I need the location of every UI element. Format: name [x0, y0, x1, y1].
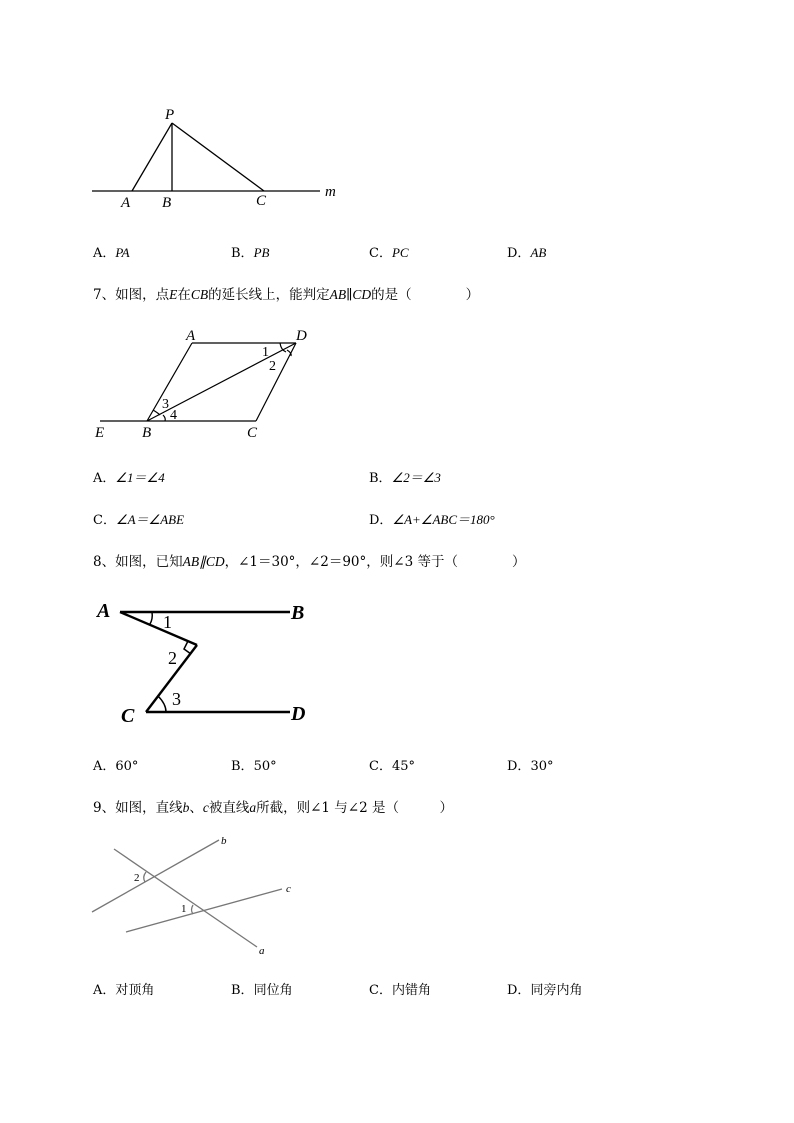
angle-arc-3	[153, 410, 160, 415]
angle-label-1: 1	[163, 612, 172, 632]
option-text: 对顶角	[115, 983, 155, 998]
angle-label-1: 1	[262, 345, 269, 360]
option-letter: C．	[369, 759, 392, 774]
figure-q8	[0, 590, 794, 730]
q7-option-d[interactable]	[369, 509, 495, 528]
label-a: A	[186, 328, 196, 344]
angle-arc-1	[150, 612, 152, 624]
label-a: a	[259, 945, 265, 957]
q8-text: ，∠1＝30°，∠2＝90°，则∠3 等于（ ）	[224, 554, 526, 570]
segment-pa	[132, 123, 172, 191]
option-text: 30°	[530, 759, 554, 774]
option-letter: D．	[507, 983, 531, 998]
q7-point-e: E	[169, 287, 178, 302]
label-c: C	[256, 193, 267, 209]
q7-text: 在	[177, 287, 191, 303]
option-letter: B．	[231, 246, 254, 261]
q9-option-a[interactable]	[93, 979, 154, 998]
option-letter: D．	[507, 246, 531, 261]
figure-q7	[0, 320, 794, 445]
label-a: A	[121, 195, 131, 211]
q8-text: 8、如图，已知	[93, 554, 183, 570]
segment-pc	[172, 123, 264, 191]
segment-a-bend	[120, 612, 197, 645]
label-b: B	[142, 425, 152, 441]
figure-q9	[0, 830, 794, 960]
label-a: A	[97, 600, 111, 622]
line-b	[92, 840, 219, 912]
q7-line-cd: CD	[352, 287, 372, 302]
option-text: PB	[253, 245, 270, 260]
label-c: C	[121, 705, 135, 727]
question-9	[93, 796, 453, 816]
option-letter: C．	[93, 513, 116, 528]
q8-parallel-lines: AB∥CD	[182, 554, 225, 569]
option-text: 45°	[391, 759, 415, 774]
q8-option-c[interactable]	[369, 755, 415, 774]
q7-option-a[interactable]	[93, 467, 165, 486]
q7-text: 7、如图，点	[93, 287, 170, 303]
q9-text: 9、如图，直线	[93, 800, 183, 816]
q7-option-c[interactable]	[93, 509, 184, 528]
option-letter: D．	[369, 513, 393, 528]
label-b: b	[221, 835, 227, 847]
option-letter: B．	[231, 983, 254, 998]
option-text: 同位角	[253, 983, 293, 998]
option-text: 50°	[253, 759, 277, 774]
label-m: m	[325, 184, 336, 200]
option-text: ∠A＝∠ABE	[115, 512, 185, 527]
q9-line-a: a	[249, 800, 257, 815]
q9-line-b: b	[182, 800, 190, 815]
label-c: C	[247, 425, 258, 441]
q7-text: 的延长线上，能判定	[208, 287, 330, 303]
option-letter: A．	[93, 759, 116, 774]
q9-text: 所截，则∠1 与∠2 是（ ）	[256, 800, 453, 816]
angle-label-3: 3	[162, 397, 169, 412]
option-letter: B．	[369, 471, 392, 486]
angle-label-3: 3	[172, 689, 181, 709]
q9-text: 、	[189, 800, 203, 816]
question-8	[93, 550, 525, 570]
q8-option-d[interactable]	[507, 755, 553, 774]
figure-q6	[0, 0, 794, 230]
q8-option-b[interactable]	[231, 755, 277, 774]
angle-arc-3	[158, 696, 166, 712]
label-b: B	[162, 195, 172, 211]
option-letter: A．	[93, 471, 116, 486]
q7-line-cb: CB	[190, 287, 209, 302]
q6-option-c[interactable]	[369, 242, 409, 261]
label-d: D	[291, 703, 306, 725]
q9-option-b[interactable]	[231, 979, 293, 998]
angle-label-2: 2	[269, 359, 276, 374]
option-letter: A．	[93, 983, 116, 998]
option-text: ∠2＝∠3	[391, 470, 441, 485]
angle-arc-2	[144, 872, 146, 882]
option-letter: A．	[93, 246, 116, 261]
option-letter: C．	[369, 983, 392, 998]
q7-option-b[interactable]	[369, 467, 441, 486]
option-text: PC	[391, 245, 409, 260]
label-d: D	[296, 328, 307, 344]
angle-arc-1	[192, 905, 194, 914]
label-c: c	[286, 883, 291, 895]
q7-text: 的是（ ）	[371, 287, 480, 303]
angle-label-2: 2	[134, 872, 140, 884]
question-7	[93, 283, 479, 303]
q9-option-d[interactable]	[507, 979, 582, 998]
option-text: ∠1＝∠4	[115, 470, 165, 485]
q6-option-a[interactable]	[93, 242, 130, 261]
q9-line-c: c	[202, 800, 209, 815]
q6-option-d[interactable]	[507, 242, 546, 261]
option-letter: C．	[369, 246, 392, 261]
line-a	[114, 849, 257, 947]
q6-option-b[interactable]	[231, 242, 269, 261]
option-text: PA	[115, 245, 130, 260]
option-text: AB	[530, 245, 547, 260]
option-text: ∠A+∠ABC＝180°	[392, 512, 495, 527]
angle-arc-4	[163, 415, 165, 421]
angle-label-2: 2	[168, 648, 177, 668]
angle-arc-2	[287, 350, 291, 356]
label-e: E	[95, 425, 105, 441]
q7-line-ab: AB	[329, 287, 347, 302]
angle-label-1: 1	[181, 903, 187, 915]
option-text: 同旁内角	[530, 983, 583, 998]
angle-label-4: 4	[170, 408, 177, 423]
option-text: 内错角	[391, 983, 431, 998]
label-p: P	[165, 107, 175, 123]
q8-option-a[interactable]	[93, 755, 138, 774]
option-letter: B．	[231, 759, 254, 774]
option-text: 60°	[115, 759, 139, 774]
q9-text: 被直线	[208, 800, 250, 816]
label-b: B	[291, 602, 305, 624]
q9-option-c[interactable]	[369, 979, 431, 998]
option-letter: D．	[507, 759, 531, 774]
q7-parallel: ∥	[346, 287, 353, 303]
